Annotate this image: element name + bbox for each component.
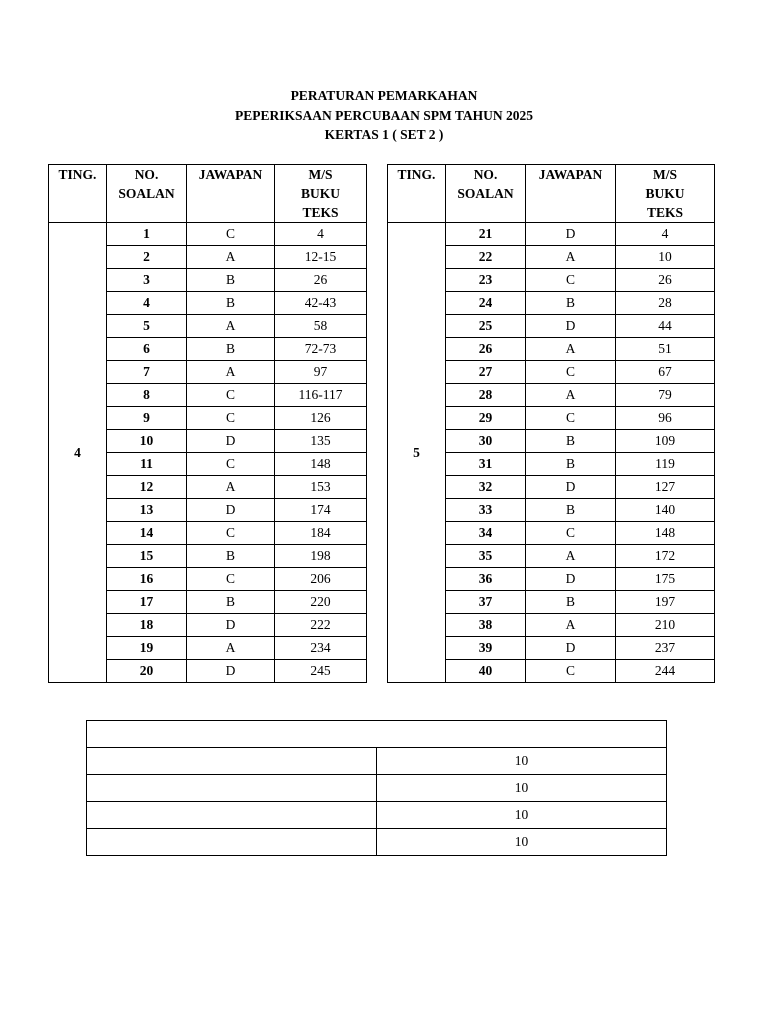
answer-letter: A: [187, 637, 275, 660]
question-number: 17: [107, 591, 187, 614]
question-number: 30: [446, 430, 526, 453]
textbook-page: 72-73: [275, 338, 367, 361]
textbook-page: 44: [616, 315, 715, 338]
textbook-page: 97: [275, 361, 367, 384]
answer-letter: B: [187, 338, 275, 361]
textbook-page: 184: [275, 522, 367, 545]
textbook-page: 140: [616, 499, 715, 522]
table-row: [388, 223, 715, 246]
table-header-row: [49, 165, 367, 223]
answer-letter: B: [526, 453, 616, 476]
textbook-page: 58: [275, 315, 367, 338]
answer-letter: A: [187, 246, 275, 269]
textbook-page: 26: [616, 269, 715, 292]
textbook-page: 126: [275, 407, 367, 430]
answer-table-ting-4: [48, 164, 367, 683]
question-number: 20: [107, 660, 187, 683]
question-number: 16: [107, 568, 187, 591]
answer-letter: A: [187, 361, 275, 384]
question-number: 13: [107, 499, 187, 522]
answer-letter: A: [187, 476, 275, 499]
ting-cell: 5: [388, 223, 446, 683]
answer-table-ting-5: [387, 164, 715, 683]
answer-letter: C: [187, 522, 275, 545]
summary-header-row: [87, 721, 667, 748]
title-line-1: PERATURAN PEMARKAHAN: [290, 88, 478, 103]
question-number: 25: [446, 315, 526, 338]
summary-row: [87, 802, 667, 829]
textbook-page: 28: [616, 292, 715, 315]
textbook-page: 245: [275, 660, 367, 683]
textbook-page: 197: [616, 591, 715, 614]
textbook-page: 148: [616, 522, 715, 545]
textbook-page: 244: [616, 660, 715, 683]
textbook-page: 67: [616, 361, 715, 384]
question-number: 7: [107, 361, 187, 384]
table-header-row: [388, 165, 715, 223]
question-number: 23: [446, 269, 526, 292]
answer-letter: C: [526, 361, 616, 384]
answer-letter: B: [187, 545, 275, 568]
document-title: [0, 86, 768, 145]
question-number: 26: [446, 338, 526, 361]
textbook-page: 210: [616, 614, 715, 637]
answer-letter: B: [187, 292, 275, 315]
answer-letter: C: [526, 407, 616, 430]
question-number: 1: [107, 223, 187, 246]
textbook-page: 26: [275, 269, 367, 292]
header-no-soalan: [107, 165, 187, 223]
question-number: 12: [107, 476, 187, 499]
question-number: 22: [446, 246, 526, 269]
title-line-2: PEPERIKSAAN PERCUBAAN SPM TAHUN 2025: [234, 107, 533, 123]
answer-letter: D: [187, 660, 275, 683]
question-number: 27: [446, 361, 526, 384]
answer-letter: A: [526, 384, 616, 407]
summary-row: [87, 775, 667, 802]
question-number: 31: [446, 453, 526, 476]
answer-letter: D: [187, 614, 275, 637]
textbook-page: 220: [275, 591, 367, 614]
textbook-page: 4: [616, 223, 715, 246]
summary-value: 10: [377, 775, 667, 802]
header-ms-line1: M/S: [652, 167, 677, 182]
question-number: 2: [107, 246, 187, 269]
question-number: 10: [107, 430, 187, 453]
answer-letter: B: [187, 269, 275, 292]
answer-letter: A: [526, 545, 616, 568]
header-no-line2: SOALAN: [457, 186, 514, 201]
answer-letter: B: [526, 499, 616, 522]
question-number: 5: [107, 315, 187, 338]
question-number: 32: [446, 476, 526, 499]
answer-rows: [49, 223, 367, 683]
header-ms-line3: TEKS: [646, 205, 684, 220]
summary-label: [87, 748, 377, 775]
summary-row: [87, 748, 667, 775]
summary-header-cell: [87, 721, 667, 748]
summary-label: [87, 829, 377, 856]
question-number: 21: [446, 223, 526, 246]
title-line-3: KERTAS 1 ( SET 2 ): [324, 127, 444, 142]
answer-letter: D: [526, 568, 616, 591]
question-number: 14: [107, 522, 187, 545]
summary-rows: [87, 721, 667, 856]
header-ting: TING.: [388, 165, 446, 223]
textbook-page: 135: [275, 430, 367, 453]
answer-letter: C: [526, 269, 616, 292]
answer-letter: B: [187, 591, 275, 614]
answer-letter: D: [526, 223, 616, 246]
answer-letter: B: [526, 591, 616, 614]
header-ms-line3: TEKS: [302, 205, 339, 220]
textbook-page: 172: [616, 545, 715, 568]
answer-letter: C: [187, 568, 275, 591]
textbook-page: 148: [275, 453, 367, 476]
question-number: 9: [107, 407, 187, 430]
textbook-page: 79: [616, 384, 715, 407]
header-jawapan: JAWAPAN: [187, 165, 275, 223]
textbook-page: 198: [275, 545, 367, 568]
summary-value: 10: [377, 802, 667, 829]
question-number: 19: [107, 637, 187, 660]
header-ms-buku-teks: [616, 165, 715, 223]
question-number: 11: [107, 453, 187, 476]
textbook-page: 109: [616, 430, 715, 453]
question-number: 40: [446, 660, 526, 683]
header-ms-line2: BUKU: [300, 186, 340, 201]
header-ting: TING.: [49, 165, 107, 223]
question-number: 4: [107, 292, 187, 315]
answer-letter: D: [526, 315, 616, 338]
answer-letter: C: [526, 522, 616, 545]
textbook-page: 153: [275, 476, 367, 499]
answer-letter: C: [187, 223, 275, 246]
answer-letter: C: [187, 407, 275, 430]
header-no-line1: NO.: [134, 167, 159, 182]
question-number: 35: [446, 545, 526, 568]
question-number: 6: [107, 338, 187, 361]
answer-letter: A: [526, 246, 616, 269]
answer-letter: B: [526, 292, 616, 315]
question-number: 3: [107, 269, 187, 292]
summary-value: 10: [377, 829, 667, 856]
answer-letter: C: [187, 453, 275, 476]
question-number: 36: [446, 568, 526, 591]
answer-letter: B: [526, 430, 616, 453]
textbook-page: 4: [275, 223, 367, 246]
question-number: 33: [446, 499, 526, 522]
question-number: 8: [107, 384, 187, 407]
question-number: 15: [107, 545, 187, 568]
answer-letter: D: [526, 637, 616, 660]
question-number: 29: [446, 407, 526, 430]
header-ms-line2: BUKU: [645, 186, 685, 201]
header-no-line1: NO.: [473, 167, 498, 182]
question-number: 39: [446, 637, 526, 660]
textbook-page: 174: [275, 499, 367, 522]
answer-letter: A: [526, 614, 616, 637]
question-number: 37: [446, 591, 526, 614]
question-number: 28: [446, 384, 526, 407]
question-number: 38: [446, 614, 526, 637]
textbook-page: 119: [616, 453, 715, 476]
textbook-page: 206: [275, 568, 367, 591]
summary-label: [87, 775, 377, 802]
textbook-page: 222: [275, 614, 367, 637]
summary-row: [87, 829, 667, 856]
header-ms-line1: M/S: [308, 167, 333, 182]
header-ms-buku-teks: [275, 165, 367, 223]
textbook-page: 237: [616, 637, 715, 660]
question-number: 18: [107, 614, 187, 637]
summary-table: [86, 720, 667, 856]
question-number: 24: [446, 292, 526, 315]
textbook-page: 96: [616, 407, 715, 430]
textbook-page: 234: [275, 637, 367, 660]
textbook-page: 10: [616, 246, 715, 269]
question-number: 34: [446, 522, 526, 545]
answer-letter: C: [526, 660, 616, 683]
answer-letter: A: [187, 315, 275, 338]
summary-value: 10: [377, 748, 667, 775]
textbook-page: 42-43: [275, 292, 367, 315]
header-no-soalan: [446, 165, 526, 223]
summary-label: [87, 802, 377, 829]
answer-letter: A: [526, 338, 616, 361]
answer-letter: D: [187, 430, 275, 453]
textbook-page: 116-117: [275, 384, 367, 407]
header-jawapan: JAWAPAN: [526, 165, 616, 223]
ting-cell: 4: [49, 223, 107, 683]
textbook-page: 127: [616, 476, 715, 499]
header-no-line2: SOALAN: [118, 186, 175, 201]
answer-letter: C: [187, 384, 275, 407]
table-row: [49, 223, 367, 246]
answer-rows: [388, 223, 715, 683]
textbook-page: 51: [616, 338, 715, 361]
textbook-page: 175: [616, 568, 715, 591]
answer-letter: D: [526, 476, 616, 499]
answer-letter: D: [187, 499, 275, 522]
textbook-page: 12-15: [275, 246, 367, 269]
